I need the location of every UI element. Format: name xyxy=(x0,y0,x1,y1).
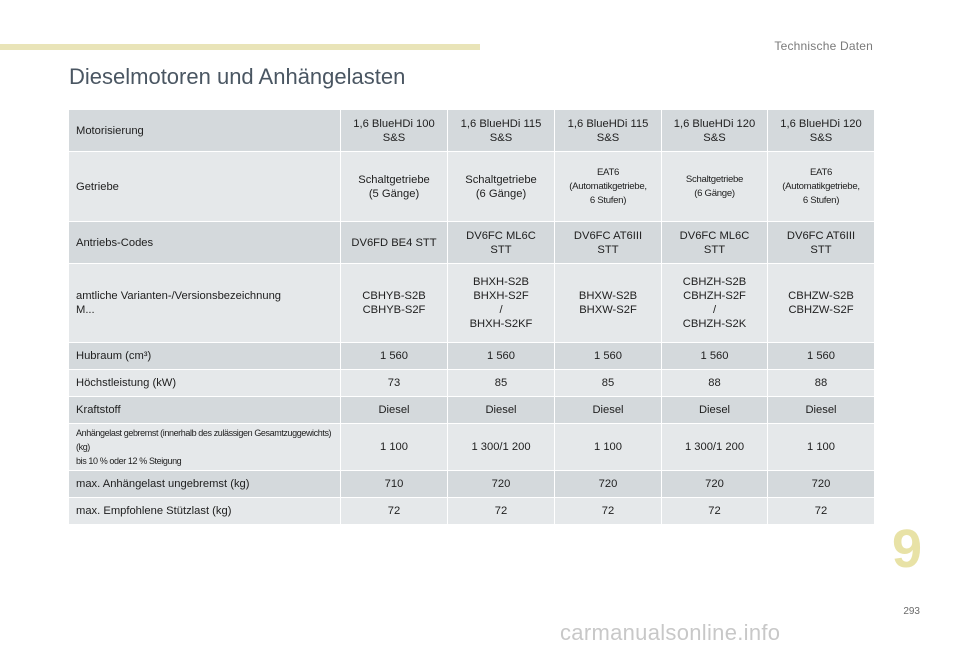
table-cell: 72 xyxy=(341,498,448,525)
table-row-anhaengelast-ungebremst xyxy=(69,471,875,498)
row-label: Kraftstoff xyxy=(69,397,341,424)
table-cell: 1,6 BlueHDi 100 S&S xyxy=(341,110,448,152)
table-cell: Schaltgetriebe (5 Gänge) xyxy=(341,152,448,222)
table-cell: CBHZW-S2B CBHZW-S2F xyxy=(768,264,875,343)
table-cell: Diesel xyxy=(341,397,448,424)
table-cell: CBHZH-S2B CBHZH-S2F / CBHZH-S2K xyxy=(662,264,768,343)
table-row-hoechstleistung xyxy=(69,370,875,397)
table-cell: 72 xyxy=(768,498,875,525)
chapter-number: 9 xyxy=(892,519,923,579)
row-label: Hubraum (cm³) xyxy=(69,343,341,370)
table-cell: 1,6 BlueHDi 115 S&S xyxy=(448,110,555,152)
table-cell: DV6FC ML6C STT xyxy=(448,222,555,264)
table-cell: 1,6 BlueHDi 120 S&S xyxy=(768,110,875,152)
table-cell: 720 xyxy=(448,471,555,498)
table-cell: 720 xyxy=(662,471,768,498)
row-label: amtliche Varianten-/Versionsbezeichnung M... xyxy=(69,264,341,343)
row-label: Höchstleistung (kW) xyxy=(69,370,341,397)
table-cell: 72 xyxy=(662,498,768,525)
table-cell: 73 xyxy=(341,370,448,397)
table-cell: 88 xyxy=(662,370,768,397)
table-cell: 1 300/1 200 xyxy=(448,424,555,471)
table-row-hubraum xyxy=(69,343,875,370)
table-cell: 1 560 xyxy=(341,343,448,370)
section-title: Technische Daten xyxy=(774,39,873,53)
table-cell: BHXW-S2B BHXW-S2F xyxy=(555,264,662,343)
table-cell: Diesel xyxy=(555,397,662,424)
table-row-varianten xyxy=(69,264,875,343)
table-cell: 720 xyxy=(555,471,662,498)
page-number: 293 xyxy=(903,606,920,617)
row-label: max. Empfohlene Stützlast (kg) xyxy=(69,498,341,525)
table-cell: Schaltgetriebe (6 Gänge) xyxy=(448,152,555,222)
table-row-kraftstoff xyxy=(69,397,875,424)
table-cell: 1 560 xyxy=(768,343,875,370)
row-label: max. Anhängelast ungebremst (kg) xyxy=(69,471,341,498)
table-cell: DV6FD BE4 STT xyxy=(341,222,448,264)
row-label: Anhängelast gebremst (innerhalb des zulässigen Gesamtzuggewichts) (kg) bis 10 % oder 12 % Steigung xyxy=(69,424,341,471)
row-label: Getriebe xyxy=(69,152,341,222)
table-cell: 72 xyxy=(555,498,662,525)
table-cell: 1 100 xyxy=(555,424,662,471)
table-cell: 1,6 BlueHDi 115 S&S xyxy=(555,110,662,152)
table-cell: 1 560 xyxy=(662,343,768,370)
table-row-getriebe xyxy=(69,152,875,222)
table-cell: BHXH-S2B BHXH-S2F / BHXH-S2KF xyxy=(448,264,555,343)
table-cell: Diesel xyxy=(662,397,768,424)
table-cell: 72 xyxy=(448,498,555,525)
row-label: Antriebs-Codes xyxy=(69,222,341,264)
table-row-motorisierung xyxy=(69,110,875,152)
table-cell: DV6FC AT6III STT xyxy=(768,222,875,264)
table-cell: 1,6 BlueHDi 120 S&S xyxy=(662,110,768,152)
table-row-stuetzlast xyxy=(69,498,875,525)
table-cell: CBHYB-S2B CBHYB-S2F xyxy=(341,264,448,343)
header-accent-bar xyxy=(0,44,480,50)
table-cell: 1 560 xyxy=(555,343,662,370)
row-label: Motorisierung xyxy=(69,110,341,152)
table-cell: 1 560 xyxy=(448,343,555,370)
table-cell: 1 100 xyxy=(341,424,448,471)
page-title: Dieselmotoren und Anhängelasten xyxy=(69,64,406,89)
table-cell: EAT6 (Automatikgetriebe, 6 Stufen) xyxy=(768,152,875,222)
table-cell: DV6FC AT6III STT xyxy=(555,222,662,264)
watermark: carmanualsonline.info xyxy=(560,620,781,645)
table-cell: Diesel xyxy=(448,397,555,424)
table-cell: 720 xyxy=(768,471,875,498)
table-cell: DV6FC ML6C STT xyxy=(662,222,768,264)
table-cell: 88 xyxy=(768,370,875,397)
table-cell: EAT6 (Automatikgetriebe, 6 Stufen) xyxy=(555,152,662,222)
table-cell: 85 xyxy=(555,370,662,397)
table-cell: 85 xyxy=(448,370,555,397)
table-cell: Diesel xyxy=(768,397,875,424)
table-cell: 1 100 xyxy=(768,424,875,471)
table-row-antriebs-codes xyxy=(69,222,875,264)
table-cell: 1 300/1 200 xyxy=(662,424,768,471)
table-cell: 710 xyxy=(341,471,448,498)
engine-specs-table xyxy=(68,109,875,525)
table-cell: Schaltgetriebe (6 Gänge) xyxy=(662,152,768,222)
table-row-anhaengelast-gebremst xyxy=(69,424,875,471)
